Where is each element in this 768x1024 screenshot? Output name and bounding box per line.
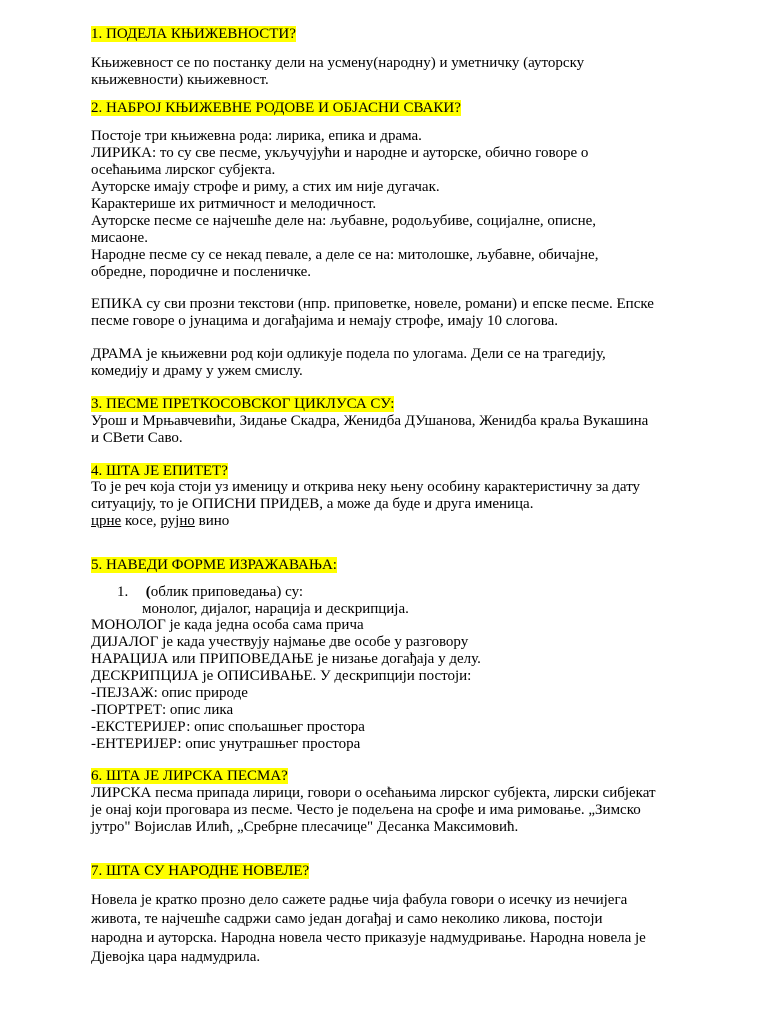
section-6-heading	[91, 768, 691, 785]
paragraph-line: Дјевојка цара надмудрила.	[91, 949, 261, 965]
paragraph-line: ДЕСКРИПЦИЈА је ОПИСИВАЊЕ. У дескрипцији постоји:	[91, 668, 472, 684]
section-7-body	[91, 891, 691, 967]
paragraph-line: народна и ауторска. Народна новела често приказује надмудривање. Народна новела је	[91, 930, 646, 946]
paragraph-line: -ПЕЈЗАЖ: опис природе	[91, 685, 248, 701]
section-4-body	[91, 479, 691, 513]
list-number: 1.	[117, 584, 129, 600]
section-1-heading	[91, 26, 691, 43]
example-word: рујно	[160, 513, 195, 529]
paragraph-line: живота, те најчешће садржи само један догађај и само неколико ликова, постоји	[91, 911, 603, 927]
section-7-heading	[91, 863, 691, 880]
paragraph-line: је онај који проговара из песме. Често је подељена на срофе и има римовање. „Зимско	[91, 802, 641, 818]
paragraph-line: мисаоне.	[91, 230, 148, 246]
paragraph-line: Карактерише их ритмичност и мелодичност.	[91, 196, 377, 212]
paragraph-line: Књижевност се по постанку дели на усмену(народну) и уметничку (ауторску	[91, 55, 585, 71]
paragraph-line: ЛИРСКА песма припада лирици, говори о осећањима лирског субјекта, лирски сибјекат	[91, 785, 656, 801]
example-text: вино	[194, 513, 230, 529]
paragraph-line: -ЕКСТЕРИЈЕР: опис спољашњег простора	[91, 719, 365, 735]
epithet-example	[91, 513, 691, 530]
paragraph-line: Новела је кратко прозно дело сажете радње чија фабула говори о исечку из нечијега	[91, 892, 628, 908]
paragraph-line: Народне песме су се некад певале, а деле се на: митолошке, љубавне, обичајне,	[91, 247, 599, 263]
section-5-heading	[91, 557, 691, 574]
heading-highlight: 2. НАБРОЈ КЊИЖЕВНЕ РОДОВЕ И ОБЈАСНИ СВАКИ?	[91, 100, 461, 116]
paragraph-line: комедију и драму у ужем смислу.	[91, 363, 303, 379]
paragraph-line: књижевности) књижевност.	[91, 72, 269, 88]
paragraph-line: ситуацију, то је ОПИСНИ ПРИДЕВ, а може да буде и друга именица.	[91, 496, 534, 512]
paragraph-line: Ауторске имају строфе и риму, а стих им није дугачак.	[91, 179, 440, 195]
heading-highlight: 3. ПЕСМЕ ПРЕТКОСОВСКОГ ЦИКЛУСА СУ:	[91, 396, 395, 412]
paragraph-line: ДРАМА је књижевни род који одликује подела по улогама. Дели се на трагедију,	[91, 346, 606, 362]
paragraph-line: монолог, дијалог, нарација и дескрипција.	[142, 601, 409, 617]
heading-highlight: 4. ШТА ЈЕ ЕПИТЕТ?	[91, 463, 228, 479]
section-2-heading	[91, 100, 691, 117]
paragraph-line: Постоје три књижевна рода: лирика, епика и драма.	[91, 128, 422, 144]
paragraph-line: ЕПИКА су сви прозни текстови (нпр. приповетке, новеле, романи) и епске песме. Епске	[91, 296, 654, 312]
heading-highlight: 6. ШТА ЈЕ ЛИРСКА ПЕСМА?	[91, 768, 288, 784]
example-word: црне	[91, 513, 122, 529]
paragraph-line: Урош и Мрњавчевићи, Зидање Скадра, Женидба ДУшанова, Женидба краља Вукашина	[91, 413, 649, 429]
paragraph-line: ЛИРИКА: то су све песме, укључујући и народне и ауторске, обично говоре о	[91, 145, 589, 161]
numbered-list-item	[117, 584, 717, 601]
paragraph-line: и СВети Саво.	[91, 430, 183, 446]
paragraph-line: То је реч која стоји уз именицу и открива неку њену особину карактеристичну за дату	[91, 479, 641, 495]
heading-highlight: 7. ШТА СУ НАРОДНЕ НОВЕЛЕ?	[91, 863, 310, 879]
list-paren: (	[145, 584, 151, 600]
heading-highlight: 5. НАВЕДИ ФОРМЕ ИЗРАЖАВАЊА:	[91, 557, 337, 573]
paragraph-line: -ПОРТРЕТ: опис лика	[91, 702, 234, 718]
list-text: облик приповедања) су:	[150, 584, 304, 600]
section-5-body	[91, 617, 691, 753]
heading-highlight: 1. ПОДЕЛА КЊИЖЕВНОСТИ?	[91, 26, 296, 42]
section-2-body	[91, 128, 691, 281]
section-2-drama	[91, 346, 691, 380]
list-subline	[142, 601, 742, 618]
paragraph-line: ДИЈАЛОГ је када учествују најмање две особе у разговору	[91, 634, 469, 650]
paragraph-line: јутро" Војислав Илић, „Сребрне плесачице" Десанка Максимовић.	[91, 819, 519, 835]
section-3-body	[91, 413, 691, 447]
paragraph-line: Ауторске песме се најчешће деле на: љубавне, родољубиве, социјалне, описне,	[91, 213, 597, 229]
paragraph-line: -ЕНТЕРИЈЕР: опис унутрашњег простора	[91, 736, 361, 752]
section-6-body	[91, 785, 691, 836]
paragraph-line: МОНОЛОГ је када једна особа сама прича	[91, 617, 364, 633]
section-3-heading	[91, 396, 691, 413]
paragraph-line: НАРАЦИЈА или ПРИПОВЕДАЊЕ је низање догађаја у делу.	[91, 651, 481, 667]
paragraph-line: песме говоре о јунацима и догађајима и немају строфе, имају 10 слогова.	[91, 313, 559, 329]
example-text: косе,	[121, 513, 161, 529]
paragraph-line: осећањима лирског субјекта.	[91, 162, 276, 178]
section-2-epika	[91, 296, 691, 330]
paragraph-line: обредне, породичне и посленичке.	[91, 264, 312, 280]
section-1-body	[91, 55, 691, 89]
section-4-heading	[91, 463, 691, 480]
